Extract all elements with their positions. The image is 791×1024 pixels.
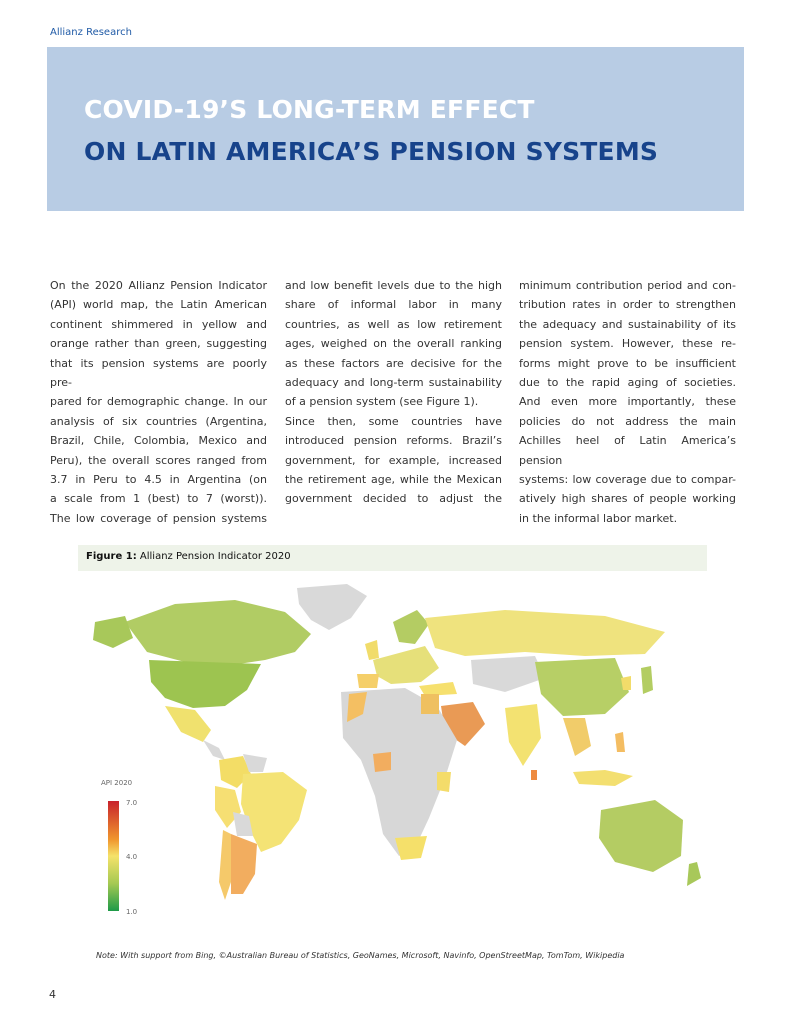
world-map	[85, 582, 715, 912]
kenya	[437, 772, 451, 792]
uk-ireland	[365, 640, 379, 660]
philippines	[615, 732, 625, 752]
brazil	[241, 772, 307, 852]
turkey	[419, 682, 457, 696]
legend-label-mid: 4.0	[126, 853, 138, 861]
canada	[125, 600, 311, 666]
central-america	[203, 740, 225, 760]
nigeria	[373, 752, 391, 772]
alaska	[93, 616, 133, 648]
figure-caption	[86, 551, 291, 562]
greenland	[297, 584, 367, 630]
indonesia	[573, 770, 633, 786]
brand-label: Allianz Research	[50, 27, 132, 38]
legend-color-bar	[108, 801, 119, 911]
sri-lanka	[531, 770, 537, 780]
mexico	[165, 706, 211, 742]
figure-title: Allianz Pension Indicator 2020	[139, 551, 291, 562]
body-column-2: and low benefit levels due to the high share of informal labor in many countries, as well as low retirement ages, weighed on the overall ranking as these factors are decisive for the adequacy and long-term sustainability of a pension system (see Figure 1). Since then, some countries have introduced pension reforms. Brazil’s government, for example, increased the retirement age, while the Mexican government decided to adjust the	[285, 279, 502, 506]
new-zealand	[687, 862, 701, 886]
legend-title: API 2020	[101, 779, 133, 787]
page-number: 4	[49, 988, 56, 1001]
egypt	[421, 694, 439, 714]
figure-note: Note: With support from Bing, ©Australian Bureau of Statistics, GeoNames, Microsoft, Navinfo, OpenStreetMap, TomTom, Wikipedia	[96, 951, 625, 960]
legend-label-max: 7.0	[126, 799, 138, 807]
title-line-1: COVID-19’S LONG-TERM EFFECT	[84, 95, 535, 124]
southeast-asia	[563, 718, 591, 756]
china	[535, 658, 629, 716]
south-africa	[395, 836, 427, 860]
body-column-1: On the 2020 Allianz Pension Indicator (API) world map, the Latin American continent shimmered in yellow and orange rather than green, suggesting that its pension systems are poorly pre- pared for demographic change. In our analysis of six countries (Argentina, Brazil, Chile, Colombia, Mexico and Peru), the overall scores ranged from 3.7 in Peru to 4.5 in Argentina (on a scale from 1 (best) to 7 (worst)). The low coverage of pension systems	[50, 279, 267, 525]
japan	[641, 666, 653, 694]
title-banner	[47, 47, 744, 211]
body-column-3: minimum contribution period and con- tribution rates in order to strengthen the adequacy and sustainability of its pension system. However, these re- forms might prove to be insufficient due to the rapid aging of societies. And even more importantly, these policies do not address the main Achilles heel of Latin America’s pension systems: low coverage due to compar- atively high shares of people working in the informal labor market.	[519, 279, 736, 525]
russia	[425, 610, 665, 656]
chile	[219, 830, 231, 900]
figure-label: Figure 1:	[86, 551, 137, 562]
title-line-2: ON LATIN AMERICA’S PENSION SYSTEMS	[84, 137, 659, 166]
europe	[373, 646, 439, 684]
scandinavia	[393, 610, 429, 644]
india	[505, 704, 541, 766]
argentina	[231, 834, 257, 894]
united-states	[149, 660, 261, 708]
australia	[599, 800, 683, 872]
central-asia	[471, 656, 545, 692]
iberia	[357, 674, 379, 688]
legend-label-min: 1.0	[126, 908, 138, 916]
